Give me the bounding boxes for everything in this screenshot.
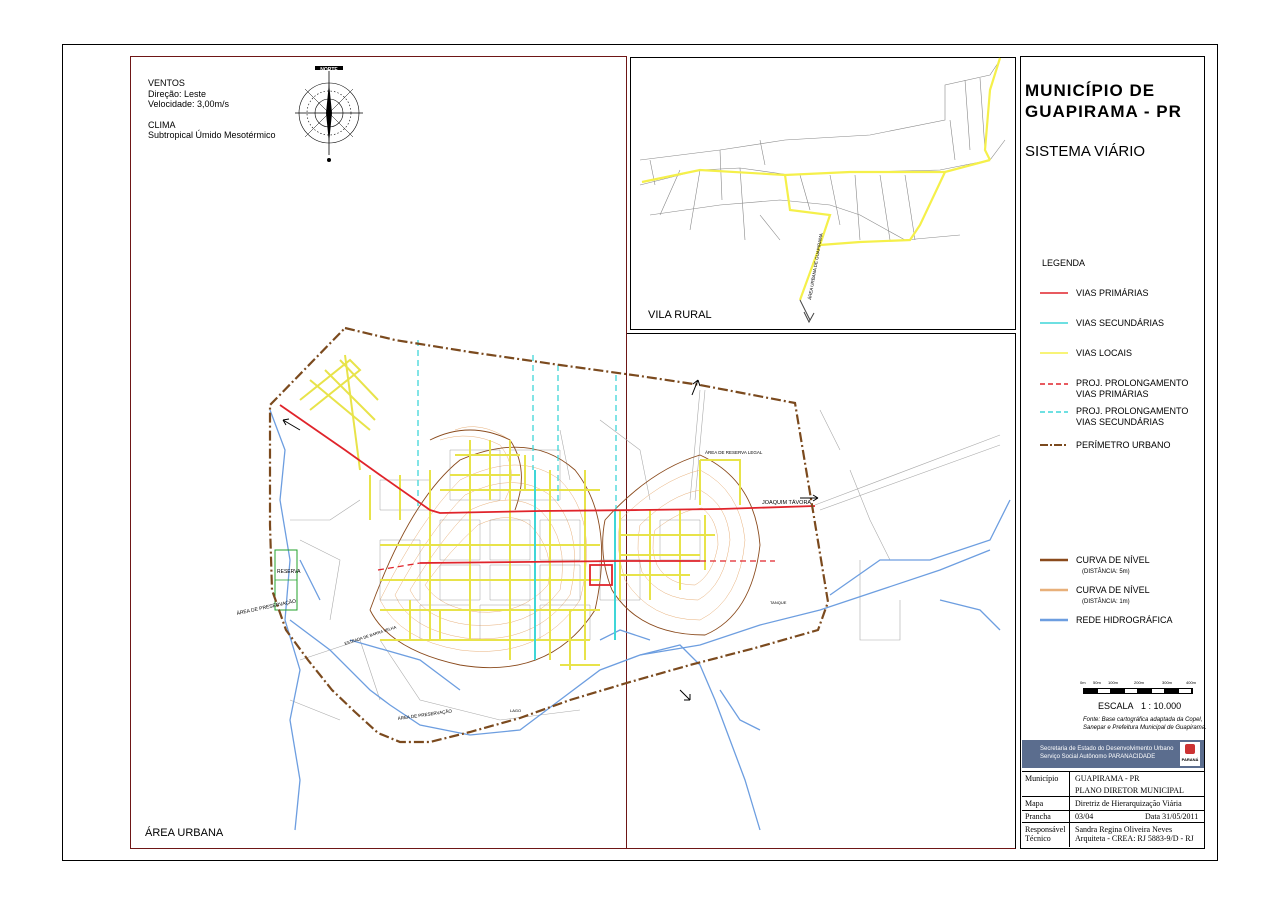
lago-label: LAGO (510, 708, 522, 713)
vila-access-label: ÁREA URBANA DE GUAPIRAMA (807, 232, 824, 301)
app-label-1: ÁREA DE PRESERVAÇÃO (236, 598, 297, 617)
legend-label-local: VIAS LOCAIS (1076, 348, 1133, 358)
reserve-label: RESERVA (277, 569, 301, 575)
map-subtitle: SISTEMA VIÁRIO (1025, 143, 1146, 160)
legend-sub-contour-5m: (DISTÂNCIA: 5m) (1082, 569, 1130, 575)
legend-heading: LEGENDA (1042, 258, 1086, 268)
legend-label-hydro: REDE HIDROGRÁFICA (1076, 615, 1173, 625)
estrada-label: ESTRADA DE BARRA VELHA (343, 624, 397, 646)
scale-tick-4: 300m (1162, 680, 1173, 685)
scale-tick-3: 200m (1134, 680, 1145, 685)
tanque-label: TANQUE (770, 600, 787, 605)
joaquim-tavora-label: JOAQUIM TÁVORA (762, 500, 812, 506)
wind-direction: Direção: Leste (148, 88, 207, 99)
climate-heading: CLIMA (148, 119, 176, 130)
prancha-value: 03/04 (1075, 812, 1094, 821)
date-value: Data 31/05/2011 (1145, 812, 1199, 821)
source-line-2: Sanepar e Prefeitura Municipal de Guapirama. (1083, 725, 1207, 731)
compass-north-label: NORTE (320, 67, 338, 73)
mapa-label: Mapa (1025, 799, 1044, 808)
info-divider (1022, 771, 1204, 772)
institution-banner (1022, 740, 1204, 768)
plano-value: PLANO DIRETOR MUNICIPAL (1075, 786, 1184, 795)
reserva-legal-label: ÁREA DE RESERVA LEGAL (705, 450, 763, 455)
legend-label-perimeter: PERÍMETRO URBANO (1076, 440, 1171, 450)
crea-value: Arquiteta - CREA: RJ 5883-9/D - RJ (1075, 834, 1194, 843)
scale-value: 1 : 10.000 (1141, 701, 1182, 711)
scale-tick-5: 400m (1186, 680, 1197, 685)
legend-swatches (1040, 293, 1068, 620)
scale-tick-1: 50m (1093, 680, 1101, 685)
wind-speed: Velocidade: 3,00m/s (148, 99, 230, 109)
source-line-1: Fonte: Base cartográfica adaptada da Copel, (1083, 717, 1203, 723)
scale-tick-0: 0m (1080, 680, 1086, 685)
parana-logo-icon (1180, 742, 1200, 766)
title-line-2: GUAPIRAMA - PR (1025, 102, 1182, 121)
compass-rose-icon (295, 66, 363, 162)
legend-label-proj-secondary-l1: PROJ. PROLONGAMENTO (1076, 406, 1189, 416)
primary-roads (280, 405, 815, 585)
municipio-label: Município (1025, 774, 1059, 783)
responsavel-value: Sandra Regina Oliveira Neves (1075, 825, 1173, 834)
info-divider (1022, 822, 1204, 823)
source-note (1083, 716, 1207, 732)
scale-label (1098, 701, 1181, 711)
legend-label-proj-primary-l2: VIAS PRIMÁRIAS (1076, 389, 1149, 399)
parana-logo-text: PARANÁ (1181, 757, 1199, 762)
secondary-roads-projected (418, 340, 616, 510)
legend-label-contour-5m: CURVA DE NÍVEL (1076, 555, 1150, 565)
vila-rural-local-roads (642, 58, 1000, 300)
scale-bar (1083, 688, 1193, 694)
app-label-2: ÁREA DE PRESERVAÇÃO (397, 708, 453, 721)
title-line-1: MUNICÍPIO DE (1025, 81, 1156, 100)
institution-line-2: Serviço Social Autônomo PARANACIDADE (1040, 754, 1156, 760)
contour-lines-5m (370, 430, 760, 668)
info-divider (1022, 796, 1204, 797)
urban-area-label: ÁREA URBANA (145, 827, 224, 839)
legend-label-primary: VIAS PRIMÁRIAS (1076, 288, 1149, 298)
legend-label-contour-1m: CURVA DE NÍVEL (1076, 585, 1150, 595)
vila-rural-access-arrow (800, 300, 810, 320)
prancha-label: Prancha (1025, 812, 1051, 821)
vila-rural-label: VILA RURAL (648, 309, 712, 321)
legend-label-proj-primary-l1: PROJ. PROLONGAMENTO (1076, 378, 1189, 388)
tecnico-label: Técnico (1025, 834, 1051, 843)
local-roads (300, 355, 740, 670)
responsavel-label: Responsável (1025, 825, 1066, 834)
institution-line-1: Secretaria de Estado do Desenvolvimento Urbano (1040, 746, 1174, 752)
legend-label-secondary: VIAS SECUNDÁRIAS (1076, 318, 1165, 328)
info-col-divider (1069, 771, 1070, 847)
map-title (1025, 80, 1182, 122)
mapa-value: Diretriz de Hierarquização Viária (1075, 799, 1182, 808)
legend-sub-contour-1m: (DISTÂNCIA: 1m) (1082, 599, 1130, 605)
wind-heading: VENTOS (148, 78, 185, 88)
municipio-value: GUAPIRAMA - PR (1075, 774, 1140, 783)
legend-label-proj-primary (1076, 378, 1188, 400)
scale-label-text: ESCALA (1098, 701, 1134, 711)
scale-tick-2: 100m (1108, 680, 1119, 685)
legend-label-proj-secondary-l2: VIAS SECUNDÁRIAS (1076, 417, 1165, 427)
info-divider (1022, 810, 1204, 811)
legend-label-proj-secondary (1076, 406, 1188, 428)
climate-value: Subtropical Úmido Mesotérmico (148, 130, 276, 140)
